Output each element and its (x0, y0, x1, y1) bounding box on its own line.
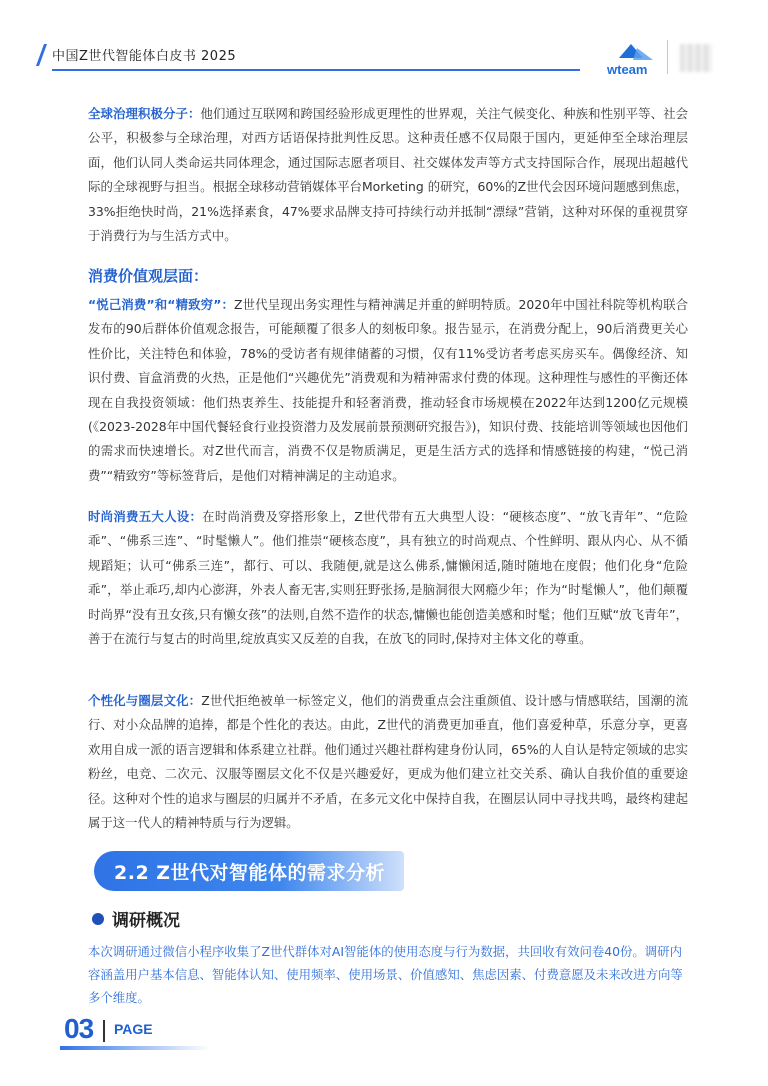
section-banner-title: 2.2 Z世代对智能体的需求分析 (114, 862, 386, 884)
survey-body: 本次调研通过微信小程序收集了Z世代群体对AI智能体的使用态度与行为数据，共回收有效问卷40份。调研内容涵盖用户基本信息、智能体认知、使用频率、使用场景、价值感知、焦虑因素、付费意愿及未来改进方向等多个维度。 (88, 944, 683, 1005)
page-header (0, 0, 768, 90)
header-rule (52, 69, 580, 71)
section-heading: 消费价值观层面： (88, 267, 209, 285)
paragraph-subculture (88, 689, 688, 835)
header-divider (667, 40, 668, 74)
survey-title: 调研概况 (112, 911, 180, 931)
blurred-mark (680, 44, 712, 72)
paragraph-body: 他们通过互联网和跨国经验形成更理性的世界观，关注气候变化、种族和性别平等、社会公平，积极参与全球治理，对西方话语保持批判性反思。这种责任感不仅局限于国内，更延伸至全球治理层面，他们认同人类命运共同体理念，通过国际志愿者项目、社交媒体发声等方式支持国际合作，展现出超越代际的全球视野与担当。根据全球移动营销媒体平台Morketing 的研究，60%的Z世代会因环境问题感到焦虑，33%拒绝快时尚，21%选择素食，47%要求品牌支持可持续行动并抵制“漂绿”营销，这种对环保的重视贯穿于消费行为与生活方式中。 (88, 106, 689, 244)
paragraph-global-governance (88, 102, 688, 248)
paragraph-fashion-personas (88, 505, 688, 651)
footer-accent-bar (60, 1046, 210, 1050)
paragraph-self-pleasing-consumption (88, 293, 688, 488)
paragraph-lead: 个性化与圈层文化： (88, 693, 202, 708)
paragraph-body: Z世代拒绝被单一标签定义，他们的消费重点会注重颜值、设计感与情感联结，国潮的流行、对小众品牌的追捧，都是个性化的表达。由此，Z世代的消费更加垂直，他们喜爱种草，乐意分享，更喜欢用自成一派的语言逻辑和体系建立社群。他们通过兴趣社群构建身份认同，65%的人自认是特定领域的忠实粉丝，电竞、二次元、汉服等圈层文化不仅是兴趣爱好，更成为他们建立社交关系、确认自我价值的重要途径。这种对个性的追求与圈层的归属并不矛盾，在多元文化中保持自我，在圈层认同中寻找共鸣，最终构建起属于这一代人的精神特质与行为逻辑。 (88, 693, 689, 831)
paragraph-body: 在时尚消费及穿搭形象上，Z世代带有五大典型人设：“硬核态度”、“放飞青年”、“危险乖”、“佛系三连”、“时髦懒人”。他们推崇“硬核态度”，具有独立的时尚观点、个性鲜明、跟从内心、从不循规蹈矩；认可“佛系三连”，都行、可以、我随便,就是这么佛系,慵懒闲适,随时随地在度假；他们化身“危险乖”，举止乖巧,却内心澎湃，外表人畜无害,实则狂野张扬,是脑洞很大网瘾少年；作为“时髦懒人”，他们颠覆时尚界“没有丑女孩,只有懒女孩”的法则,自然不造作的状态,慵懒也能创造美感和时髦；他们互赋“放飞青年”，善于在流行与复古的时尚里,绽放真实又反差的自我，在放飞的同时,保持对主体文化的尊重。 (88, 509, 689, 647)
page-number: 03 (64, 1013, 94, 1044)
paragraph-lead: 时尚消费五大人设： (88, 509, 203, 524)
footer-separator (103, 1020, 105, 1042)
bullet-dot-icon (92, 913, 104, 925)
page-label: PAGE (114, 1021, 153, 1037)
header-title: 中国Z世代智能体白皮书 2025 (52, 49, 237, 64)
paragraph-lead: “悦己消费”和“精致穷”： (88, 297, 235, 312)
logo-text: wteam (607, 62, 648, 77)
paragraph-body: Z世代呈现出务实理性与精神满足并重的鲜明特质。2020年中国社科院等机构联合发布的90后群体价值观念报告，可能颠覆了很多人的刻板印象。报告显示，在消费分配上，90后消费更关心性价比，关注特色和体验，78%的受访者有规律储蓄的习惯，仅有11%受访者考虑买房买车。偶像经济、知识付费、盲盒消费的火热，正是他们“兴趣优先”消费观和为精神需求付费的体现。这种理性与感性的平衡还体现在自我投资领域：他们热衷养生、技能提升和轻奢消费，推动轻食市场规模在2022年达到1200亿元规模(《2023-2028年中国代餐轻食行业投资潜力及发展前景预测研究报告》)，知识付费、技能培训等领域也因他们的需求而快速增长。对Z世代而言，消费不仅是物质满足，更是生活方式的选择和情感链接的构建，“悦己消费”“精致穷”等标签背后，是他们对精神满足的主动追求。 (88, 297, 688, 483)
paragraph-lead: 全球治理积极分子： (88, 106, 201, 121)
header-accent-slash (36, 44, 47, 66)
